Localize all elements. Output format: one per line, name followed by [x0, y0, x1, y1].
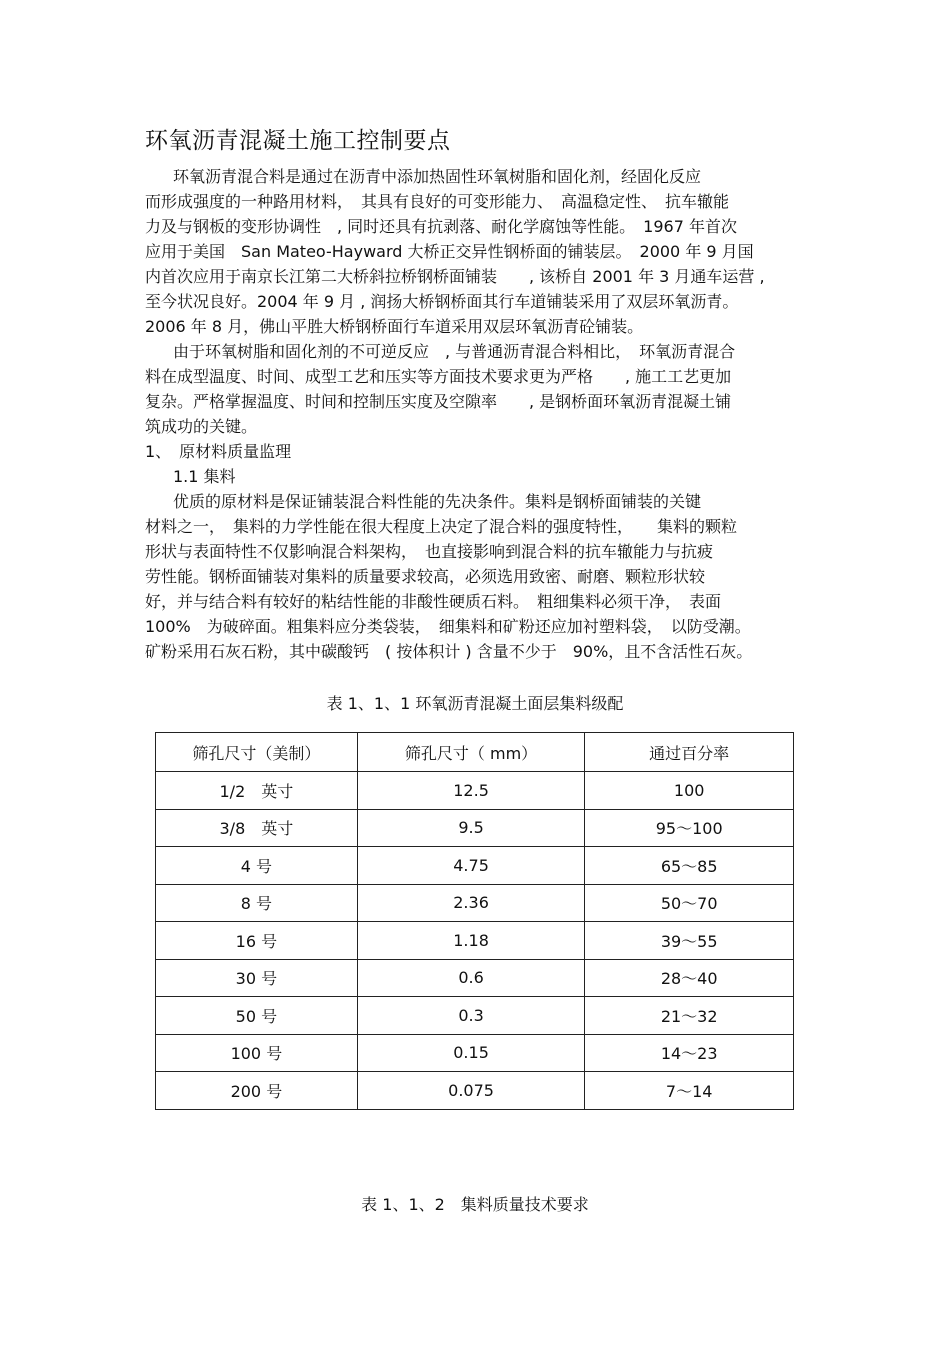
cell-passing-percent: 7～14 — [585, 1072, 794, 1110]
table-caption: 表 1、1、2 集料质量技术要求 — [361, 1195, 589, 1214]
cell-passing-percent: 28～40 — [585, 959, 794, 997]
cell-sieve-mm: 1.18 — [357, 922, 585, 960]
text-line: 1.1 集料 — [173, 467, 236, 486]
cell-sieve-mm: 12.5 — [357, 772, 585, 810]
text-line: 优质的原材料是保证铺装混合料性能的先决条件。集料是钢桥面铺装的关键 — [173, 492, 702, 511]
table-caption: 表 1、1、1 环氧沥青混凝土面层集料级配 — [326, 694, 624, 713]
cell-passing-percent: 21～32 — [585, 997, 794, 1035]
text-line: 复杂。严格掌握温度、时间和控制压实度及空隙率 , 是钢桥面环氧沥青混凝土铺 — [145, 392, 732, 411]
cell-passing-percent: 100 — [585, 772, 794, 810]
cell-sieve-us: 4 号 — [156, 847, 358, 885]
cell-sieve-mm: 0.6 — [357, 959, 585, 997]
cell-sieve-mm: 2.36 — [357, 884, 585, 922]
cell-sieve-us: 50 号 — [156, 997, 358, 1035]
cell-sieve-mm: 4.75 — [357, 847, 585, 885]
cell-passing-percent: 39～55 — [585, 922, 794, 960]
cell-sieve-us: 30 号 — [156, 959, 358, 997]
header-passing-percent: 通过百分率 — [585, 733, 794, 772]
text-line: 1、 原材料质量监理 — [145, 442, 292, 461]
text-line: 100% 为破碎面。粗集料应分类袋装， 细集料和矿粉还应加衬塑料袋， 以防受潮。 — [145, 617, 751, 636]
cell-sieve-mm: 0.15 — [357, 1034, 585, 1072]
header-sieve-us: 筛孔尺寸（美制） — [156, 733, 358, 772]
table-row — [156, 959, 794, 997]
cell-sieve-us: 1/2 英寸 — [156, 772, 358, 810]
table-row — [156, 772, 794, 810]
cell-sieve-us: 8 号 — [156, 884, 358, 922]
text-line: 材料之一， 集料的力学性能在很大程度上决定了混合料的强度特性， 集料的颗粒 — [145, 517, 738, 536]
text-line: 由于环氧树脂和固化剂的不可逆反应 , 与普通沥青混合料相比， 环氧沥青混合 — [173, 342, 736, 361]
table-row — [156, 1034, 794, 1072]
text-line: 矿粉采用石灰石粉，其中碳酸钙 ( 按体积计 ) 含量不少于 90%，且不含活性石灰。 — [145, 642, 753, 661]
cell-sieve-us: 200 号 — [156, 1072, 358, 1110]
text-line: 至今状况良好。2004 年 9 月 , 润扬大桥钢桥面其行车道铺装采用了双层环氧沥青。 — [145, 292, 739, 311]
text-line: 好，并与结合料有较好的粘结性能的非酸性硬质石料。 粗细集料必须干净， 表面 — [145, 592, 722, 611]
cell-sieve-mm: 0.075 — [357, 1072, 585, 1110]
gradation-table — [155, 732, 794, 1110]
cell-sieve-us: 100 号 — [156, 1034, 358, 1072]
text-line: 形状与表面特性不仅影响混合料架构， 也直接影响到混合料的抗车辙能力与抗疲 — [145, 542, 714, 561]
text-line: 料在成型温度、时间、成型工艺和压实等方面技术要求更为严格 , 施工工艺更加 — [145, 367, 732, 386]
text-line: 力及与钢板的变形协调性 , 同时还具有抗剥落、耐化学腐蚀等性能。 1967 年首次 — [145, 217, 737, 236]
table-row — [156, 1072, 794, 1110]
table-row — [156, 847, 794, 885]
text-line: 2006 年 8 月，佛山平胜大桥钢桥面行车道采用双层环氧沥青砼铺装。 — [145, 317, 644, 336]
text-line: 劳性能。钢桥面铺装对集料的质量要求较高，必须选用致密、耐磨、颗粒形状较 — [145, 567, 706, 586]
header-sieve-mm: 筛孔尺寸（ mm） — [357, 733, 585, 772]
table-header-row — [156, 733, 794, 772]
cell-sieve-mm: 9.5 — [357, 809, 585, 847]
body-text — [145, 164, 815, 664]
cell-sieve-mm: 0.3 — [357, 997, 585, 1035]
cell-sieve-us: 16 号 — [156, 922, 358, 960]
table-row — [156, 997, 794, 1035]
table-row — [156, 922, 794, 960]
cell-passing-percent: 50～70 — [585, 884, 794, 922]
table-row — [156, 884, 794, 922]
text-line: 筑成功的关键。 — [145, 417, 258, 436]
text-line: 而形成强度的一种路用材料， 其具有良好的可变形能力、 高温稳定性、 抗车辙能 — [145, 192, 730, 211]
cell-passing-percent: 95～100 — [585, 809, 794, 847]
document-title: 环氧沥青混凝土施工控制要点 — [145, 128, 451, 154]
cell-sieve-us: 3/8 英寸 — [156, 809, 358, 847]
cell-passing-percent: 65～85 — [585, 847, 794, 885]
table-row — [156, 809, 794, 847]
text-line: 内首次应用于南京长江第二大桥斜拉桥钢桥面铺装 , 该桥自 2001 年 3 月通车运营 , — [145, 267, 765, 286]
text-line: 应用于美国 San Mateo-Hayward 大桥正交异性钢桥面的铺装层。 2000 年 9 月国 — [145, 242, 754, 261]
cell-passing-percent: 14～23 — [585, 1034, 794, 1072]
text-line: 环氧沥青混合料是通过在沥青中添加热固性环氧树脂和固化剂，经固化反应 — [173, 167, 702, 186]
